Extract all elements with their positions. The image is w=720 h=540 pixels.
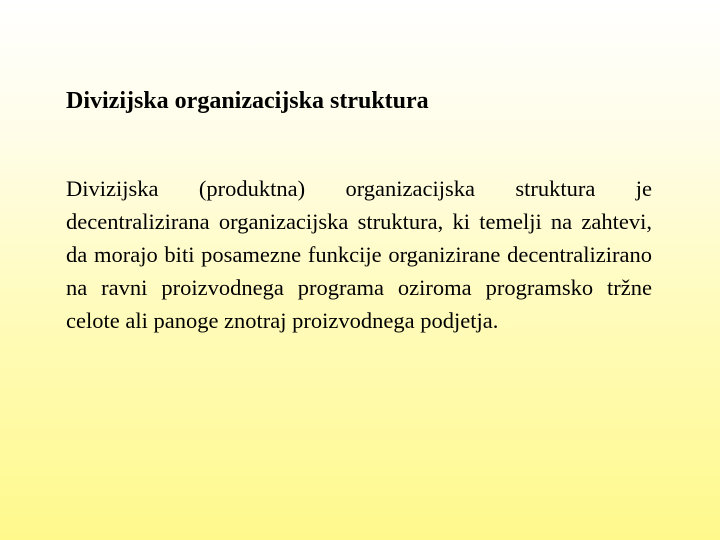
slide-title: Divizijska organizacijska struktura bbox=[66, 88, 429, 114]
slide-body-text: Divizijska (produktna) organizacijska struktura je decentralizirana organizacijska struktura, ki temelji na zahtevi, da morajo biti posamezne funkcije organizirane decentralizirano na ravni proizvodnega programa oziroma programsko tržne celote ali panoge znotraj proizvodnega podjetja. bbox=[66, 176, 652, 333]
